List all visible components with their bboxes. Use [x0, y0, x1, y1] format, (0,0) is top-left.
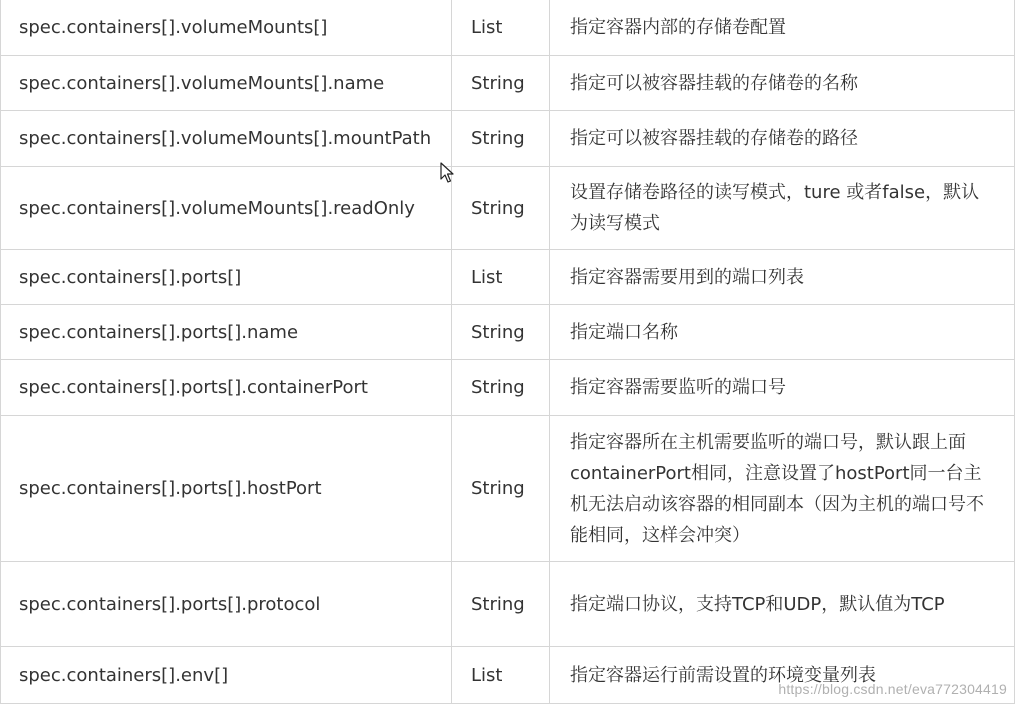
- field-name: spec.containers[].ports[].name: [1, 305, 452, 360]
- field-type: String: [452, 167, 550, 250]
- field-type: List: [452, 647, 550, 704]
- field-type: String: [452, 111, 550, 167]
- field-description: 指定容器内部的存储卷配置: [550, 0, 1015, 56]
- field-type: List: [452, 250, 550, 305]
- field-type: String: [452, 305, 550, 360]
- field-name: spec.containers[].ports[].protocol: [1, 562, 452, 647]
- table-row: [1, 167, 1015, 250]
- field-name: spec.containers[].ports[].containerPort: [1, 360, 452, 416]
- table-row: [1, 56, 1015, 111]
- field-type: List: [452, 0, 550, 56]
- field-name: spec.containers[].ports[].hostPort: [1, 416, 452, 562]
- table-row: [1, 360, 1015, 416]
- table-row: [1, 250, 1015, 305]
- field-name: spec.containers[].ports[]: [1, 250, 452, 305]
- watermark: https://blog.csdn.net/eva772304419: [778, 681, 1007, 697]
- field-name: spec.containers[].env[]: [1, 647, 452, 704]
- field-name: spec.containers[].volumeMounts[].mountPath: [1, 111, 452, 167]
- table-row: [1, 562, 1015, 647]
- field-name: spec.containers[].volumeMounts[].readOnly: [1, 167, 452, 250]
- field-description: 指定容器所在主机需要监听的端口号，默认跟上面containerPort相同，注意设置了hostPort同一台主机无法启动该容器的相同副本（因为主机的端口号不能相同，这样会冲突）: [550, 416, 1015, 562]
- table-row: [1, 305, 1015, 360]
- field-description: 设置存储卷路径的读写模式，ture 或者false，默认为读写模式: [550, 167, 1015, 250]
- field-type: String: [452, 360, 550, 416]
- field-type: String: [452, 56, 550, 111]
- field-description: 指定容器运行前需设置的环境变量列表: [550, 647, 1015, 704]
- field-description: 指定容器需要监听的端口号: [550, 360, 1015, 416]
- field-description: 指定可以被容器挂载的存储卷的名称: [550, 56, 1015, 111]
- field-description: 指定可以被容器挂载的存储卷的路径: [550, 111, 1015, 167]
- field-description: 指定容器需要用到的端口列表: [550, 250, 1015, 305]
- field-type: String: [452, 562, 550, 647]
- field-name: spec.containers[].volumeMounts[].name: [1, 56, 452, 111]
- table-row: [1, 0, 1015, 56]
- field-description: 指定端口名称: [550, 305, 1015, 360]
- field-type: String: [452, 416, 550, 562]
- table-row: [1, 111, 1015, 167]
- mouse-pointer-icon: [440, 162, 454, 184]
- field-name: spec.containers[].volumeMounts[]: [1, 0, 452, 56]
- table-row: [1, 416, 1015, 562]
- field-description: 指定端口协议，支持TCP和UDP，默认值为TCP: [550, 562, 1015, 647]
